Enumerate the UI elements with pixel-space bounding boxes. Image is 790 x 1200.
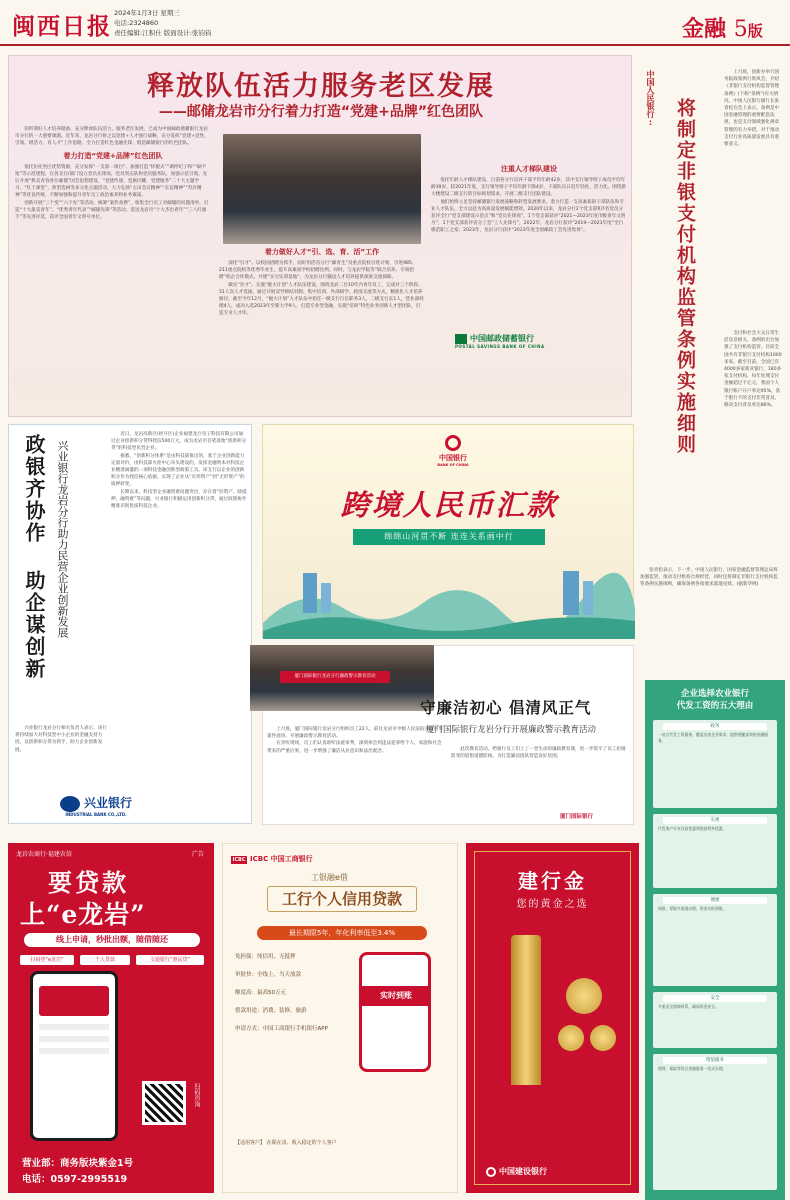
main-paragraph: 创新开展“三个变”“六个先”等活动，统筹“案件查摆”，收集全行员工对邮储的问题清单，打造“十大最美青年”、“优秀青年代表”“邮储先锋”等活动。选送龙岩市“十大杰出青年”“三八红旗手”等先进评选，获评全国青年文明号单位。 xyxy=(15,200,209,221)
main-paragraph: 他们始终立足坚持邮储银行发展战略和转型发展要求，着力打造一支高素质的干部队伍和专业人才队伍，全力以赴为高质量发展赋能增效。2020年以来，龙岩分行2个党支部和7名党员分获评全行“党支部建设示范点”和“党员先锋岗”，1个党支部获评“2021—2023年度市级青年文明号”，1个党支部获评省分工会“工人先锋号”，2022年，龙岩分行获评“2019—2021年度”全行模范职工之家；2023年，龙岩分行获评“2023年度全国邮政工会先进集体”。 xyxy=(431,199,626,234)
issue-date: 2024年1月3日 星期三 xyxy=(114,9,180,17)
page-number: 5 xyxy=(733,17,748,42)
right-paragraph: 张青松表示，下一步，中国人民银行、国家金融监督管理总局将加强监管，推动支付机构合规经营，同时还将制定非银行支付机构监管条例实施细则，确保条例各项要求落地见效。(据新华网) xyxy=(640,568,778,588)
xib-logo: 厦门国际银行 xyxy=(560,814,594,820)
page-suffix: 版 xyxy=(747,22,763,40)
ad1-headline: 要贷款 xyxy=(48,868,129,897)
issue-info xyxy=(114,8,211,38)
right-column-top xyxy=(724,69,782,324)
main-intro: 知所谓好人才培养储备，充分释放队伍活力，服务老区发展，已成为中国邮政储蓄银行龙岩市分行的一大重要课题。近年来，龙岩分行将之以党建+人才强行战略，充分发挥“党建+党性、引领、增活力、育人才”工作思路，全力打造红色金融先锋，锻造邮储银行的红色团队。 xyxy=(15,127,209,147)
icbc-logo-text: ICBC 中国工商银行 xyxy=(250,855,313,863)
xib-photo-banner: 厦门国际银行龙岩分行廉政警示教育活动 xyxy=(280,671,390,683)
right-paragraph: 支付和社会大众日常生活息息相关，条例的出台加强了支付机构监管。目前全国共有非银行支付机构1000多家。截至目前，全国已有4000多家商业银行，180多家支付机构，每年处理支付金额超过千亿元。我国个人银行账户开户率达95%，基于银行卡的支付非常普及，移动支付普及率达86%。 xyxy=(724,331,782,409)
ib-paragraph: 近日，龙岩高新区(经开区)企业福建龙巨电子科技有限公司通过企业创新积分贷得授信500万元，成为龙岩市首笔落地“创新积分贷”的科技型民营企业。 xyxy=(111,432,247,452)
postal-bank-logo xyxy=(455,333,545,349)
abc-reason-box xyxy=(653,992,777,1048)
gold-coin-image xyxy=(566,978,602,1014)
right-column-mid xyxy=(724,330,782,570)
abc-reason-box xyxy=(653,1054,777,1190)
right-paragraph: 上月底，国新办举行国务院政策例行吹风会，介绍《非银行支付机构监督管理条例》(下称“条例”)有关情况。中国人民银行副行长张青松在会上表示，条例是中国金融管理的重要配套法规，也是支付领域强化规章管理的有力举措，对于推动支付行业高质量发展具有重要意义。 xyxy=(724,70,780,148)
ccb-logo-icon xyxy=(486,1167,496,1177)
xib-column-2 xyxy=(451,746,629,816)
abc-reason-head: 政务 xyxy=(663,723,767,730)
phone-screen-header xyxy=(39,986,109,1016)
abc-reason-head: 增值服务 xyxy=(663,1057,767,1064)
main-heading-3: 注重人才梯队建设 xyxy=(501,165,557,173)
ad1-step: 文通银行“惠民贷” xyxy=(136,955,204,965)
phone-screen-row xyxy=(39,1048,109,1054)
main-column-2 xyxy=(219,244,425,414)
ccb-logo xyxy=(486,1166,547,1177)
ad1-address: 营业部：商务版块紫金1号 xyxy=(22,1158,134,1169)
right-story-headline: 将制定非银支付机构监管条例实施细则 xyxy=(674,98,696,455)
abc-reason-text: 网银、掌银多渠道办理，资金实时到账。 xyxy=(658,906,727,911)
postal-logo-en: POSTAL SAVINGS BANK OF CHINA xyxy=(455,344,545,349)
e-longyan-ad xyxy=(8,843,214,1193)
xib-subheadline: 厦门国际银行龙岩分行开展廉政警示教育活动 xyxy=(426,725,597,735)
issue-phone: 电话:2324860 xyxy=(114,19,159,27)
main-headline: 释放队伍活力服务老区发展 xyxy=(147,71,495,102)
qr-caption: 扫码咨询 xyxy=(193,1083,200,1107)
ib-subheadline: 兴业银行龙岩分行助力民营企业创新发展 xyxy=(56,440,69,638)
boc-ad-title: 跨境人民币汇款 xyxy=(340,488,558,522)
ib-paragraph: 兴业银行龙岩分行相关负责人表示，该行将持续加大对科技型中小企业的金融支持力度，以创新积分贷为抓手，助力企业创新发展。 xyxy=(15,726,107,753)
ib-paragraph: 长期以来，科技型企业融资难问题突出，存在着“轻资产、缺抵押、融资难”等问题，兴业银行积极运用创新积分贷，通过政银协作精准识别优质科技企业。 xyxy=(111,489,247,510)
ad1-bank-name: 龙岩农商行·福建农信 xyxy=(16,851,72,858)
icbc-feature: 免担保：纯信用、无抵押 xyxy=(235,954,296,960)
abc-ad-title: 企业选择农业银行 代发工资的五大理由 xyxy=(676,689,754,711)
gold-tower-image xyxy=(511,935,541,1085)
ad1-step: 个人贷款 xyxy=(80,955,130,965)
icbc-ad xyxy=(222,843,458,1193)
icbc-feature: 申请方式：中国工商银行手机银行APP xyxy=(235,1026,328,1032)
icbc-feature: 借款用途：消费、装修、旅游 xyxy=(235,1008,307,1014)
phone-mockup xyxy=(359,952,431,1072)
abc-reason-text: 一站式代发工资服务，覆盖各类企业需求，提供便捷高效的金融服务。 xyxy=(658,732,769,743)
section-name: 金融 xyxy=(682,17,727,42)
xib-column-1 xyxy=(267,726,443,822)
xib-photo xyxy=(250,645,434,711)
ccb-ad-subtitle: 您的黄金之选 xyxy=(516,899,589,910)
xib-paragraph: 上月底，厦门国际银行龙岩分行组织员工22人，前往龙岩市中级人民法院旁听刑事案件庭审，开展廉政警示教育活动。 xyxy=(267,727,443,740)
abc-reason-head: 便捷 xyxy=(663,897,767,904)
icbc-feature: 审批快：全线上，当天放款 xyxy=(235,972,302,978)
ccb-ad-title: 建行金 xyxy=(518,869,587,893)
abc-reason-head: 安全 xyxy=(663,995,767,1002)
ad1-step: 扫码登“e龙岩” xyxy=(20,955,74,965)
ib-logo-en: INDUSTRIAL BANK CO.,LTD. xyxy=(65,811,127,817)
ib-column-right xyxy=(111,431,247,787)
ad1-phone: 电话：0597-2995519 xyxy=(22,1174,128,1185)
ccb-logo-text: 中国建设银行 xyxy=(499,1167,547,1176)
main-column-1 xyxy=(15,126,211,384)
section-label xyxy=(682,12,763,43)
ad1-headline-2: 上“e龙岩” xyxy=(20,900,146,929)
boc-logo-text: 中国银行 xyxy=(439,454,467,462)
phone-mockup xyxy=(30,971,118,1141)
icbc-rate: 最长期限5年，年化利率低至3.4% xyxy=(257,926,427,940)
postal-logo-icon xyxy=(455,334,467,344)
xib-paragraph: 此次教育活动，给银行员工们上了一堂生动的廉政教育课，进一步筑牢了员工拒腐防变的思想道德防线，为打造廉洁团队营造良好氛围。 xyxy=(451,747,626,760)
main-story xyxy=(8,55,632,417)
ad-tag: 广告 xyxy=(192,851,205,858)
icbc-brand: 工银融e借 xyxy=(311,873,348,882)
xib-paragraph: 在旁听现场，员工们认真聆听法庭审判，深刻体会到违法犯罪给个人、家庭和社会带来的严重后果，进一步增强了廉洁从业意识和法治观念。 xyxy=(267,741,442,754)
ib-logo-icon xyxy=(60,796,80,812)
main-subheadline: ——邮储龙岩市分行着力打造“党建+品牌”红色团队 xyxy=(158,104,484,120)
phone-screen-row xyxy=(39,1036,109,1042)
gold-coin-image xyxy=(590,1025,616,1051)
main-heading-2: 着力做好人才“引、选、育、活”工作 xyxy=(264,248,380,256)
main-paragraph: 做实“育才”。实施“鲲大计划”人才队伍建设，围绕龙岩二台10年内青年员工，完成对三个阶段，51人次人才选拔，通过开展双导师结对制、集中培训、外部研学、轮岗交流等方式，精准化人才培养路径。截至今年12月，“鲲大计划”人才队伍中担任一级支行行长职务3人，二级支行长1人，营业部经理4人，成功入选2023年至新大学9人，打造专业型金融、实施“培训”特色业务创新人才型团队，打造专业人才库。 xyxy=(219,282,424,317)
right-column-bottom xyxy=(640,567,782,637)
ib-logo-text: 兴业银行 xyxy=(84,796,133,810)
qr-code[interactable] xyxy=(142,1081,186,1125)
icbc-logo xyxy=(231,854,313,864)
ccb-gold-ad xyxy=(466,843,639,1193)
page-header xyxy=(0,0,790,46)
right-story xyxy=(640,55,782,670)
ib-headline: 政银齐协作 助企谋创新 xyxy=(22,434,46,680)
abc-reason-text: 理财、保险等综合金融服务一站式办理。 xyxy=(658,1066,727,1071)
industrial-bank-logo xyxy=(60,794,132,817)
abc-ad xyxy=(645,680,785,1200)
abc-reason-text: 多重安全保障体系，确保资金安全。 xyxy=(658,1004,719,1009)
ib-paragraph: 据悉，“创新积分体系”是由科技部推出的，基于企业创新能力定量评价，由科技部火炬中心牵头建设的，发挥金融资本对科技企业精准滴灌的一项科技金融创新型政策工具。该支行以企业的创新积分作为授信核心依据，实现了企业从“有形资产”到“无形资产”的质押转变。 xyxy=(111,453,245,488)
postal-logo-text: 中国邮政储蓄银行 xyxy=(470,334,534,343)
icbc-ad-title: 工行个人信用贷款 xyxy=(267,886,417,912)
icbc-feature: 额度高：最高50万元 xyxy=(235,990,286,996)
gold-coin-image xyxy=(558,1025,584,1051)
icbc-footer: 【适用客户】 在职在岗、收入稳定的个人客户 xyxy=(235,1140,337,1146)
main-heading-1: 着力打造“党建+品牌”红色团队 xyxy=(63,151,163,160)
team-photo xyxy=(223,134,421,244)
ad1-strip: 线上申请，秒批出额，随借随还 xyxy=(24,933,200,947)
icbc-banner: 实时到账 xyxy=(361,986,431,1006)
main-paragraph: 依托年龄人才梯队建设，目前各分行培养干部平均年龄42岁，其中支行领导班子成员平均年龄39岁，较2021年底，支行领导班子平均年龄下降4岁，干部队伍日趋年轻化、活力化。围绕新大楼建设二级支行的目标规划需求，开展二级支行团队建设。 xyxy=(431,178,627,198)
boc-ad-slogan: 绵绵山河贯不断 连连关系画中行 xyxy=(353,529,545,545)
abc-reason-box xyxy=(653,720,777,808)
xib-headline: 守廉洁初心 倡清风正气 xyxy=(420,698,592,717)
boc-logo-icon xyxy=(445,435,461,451)
abc-reason-box xyxy=(653,814,777,888)
abc-reason-text: 代发客户专享存款优惠和贷款利率优惠。 xyxy=(658,826,727,831)
issue-editors: 责任编辑:江积仕 版面设计:张钧钧 xyxy=(114,29,212,37)
main-paragraph: 深化“引才”。以校园招聘为抓手，面好用活省分行“邮青生”及重点院校引进计划，引进985、211重点院校等优秀毕业生。提升高素质学校招聘比例。同时，与龙岩学院等“联合培养、专项招聘”校企合作模式，共建“实习实训基地”，为龙岩分行输送人才培养提供深度交流保障。 xyxy=(219,261,417,281)
boc-landscape-art xyxy=(263,553,635,639)
abc-reason-head: 实惠 xyxy=(663,817,767,824)
boc-logo xyxy=(433,435,473,467)
phone-screen-row xyxy=(39,1024,109,1030)
abc-reason-box xyxy=(653,894,777,986)
boc-logo-en: BANK OF CHINA xyxy=(437,463,469,467)
ib-column-left xyxy=(15,725,111,783)
main-paragraph: 依托仿托坐区优势资源，充分发挥“一支部一项目”、加强打造“样板式”“调停纪子和”“刷不短”等示范建程，在各支行/部门设立党员先锋岗、党员突击队和党员服务队，加强示范引领。先后开展“典美青春各位邮储”国会思想建设、“党建传递、党旗闪耀、党建服务”二十大主题学习、“红土课堂”、典型选树等多元化主题活动，大力弘扬“古田会议精神”“长征精神”“苏区精神”等优良传统，不断加强和提升青年员工政治素养和业务素质。 xyxy=(15,164,208,199)
newspaper-logo: 闽西日报 xyxy=(12,13,112,40)
right-story-kicker: 中国人民银行: xyxy=(646,70,655,127)
icbc-logo-icon: ICBC xyxy=(232,857,246,863)
boc-ad xyxy=(262,424,634,638)
